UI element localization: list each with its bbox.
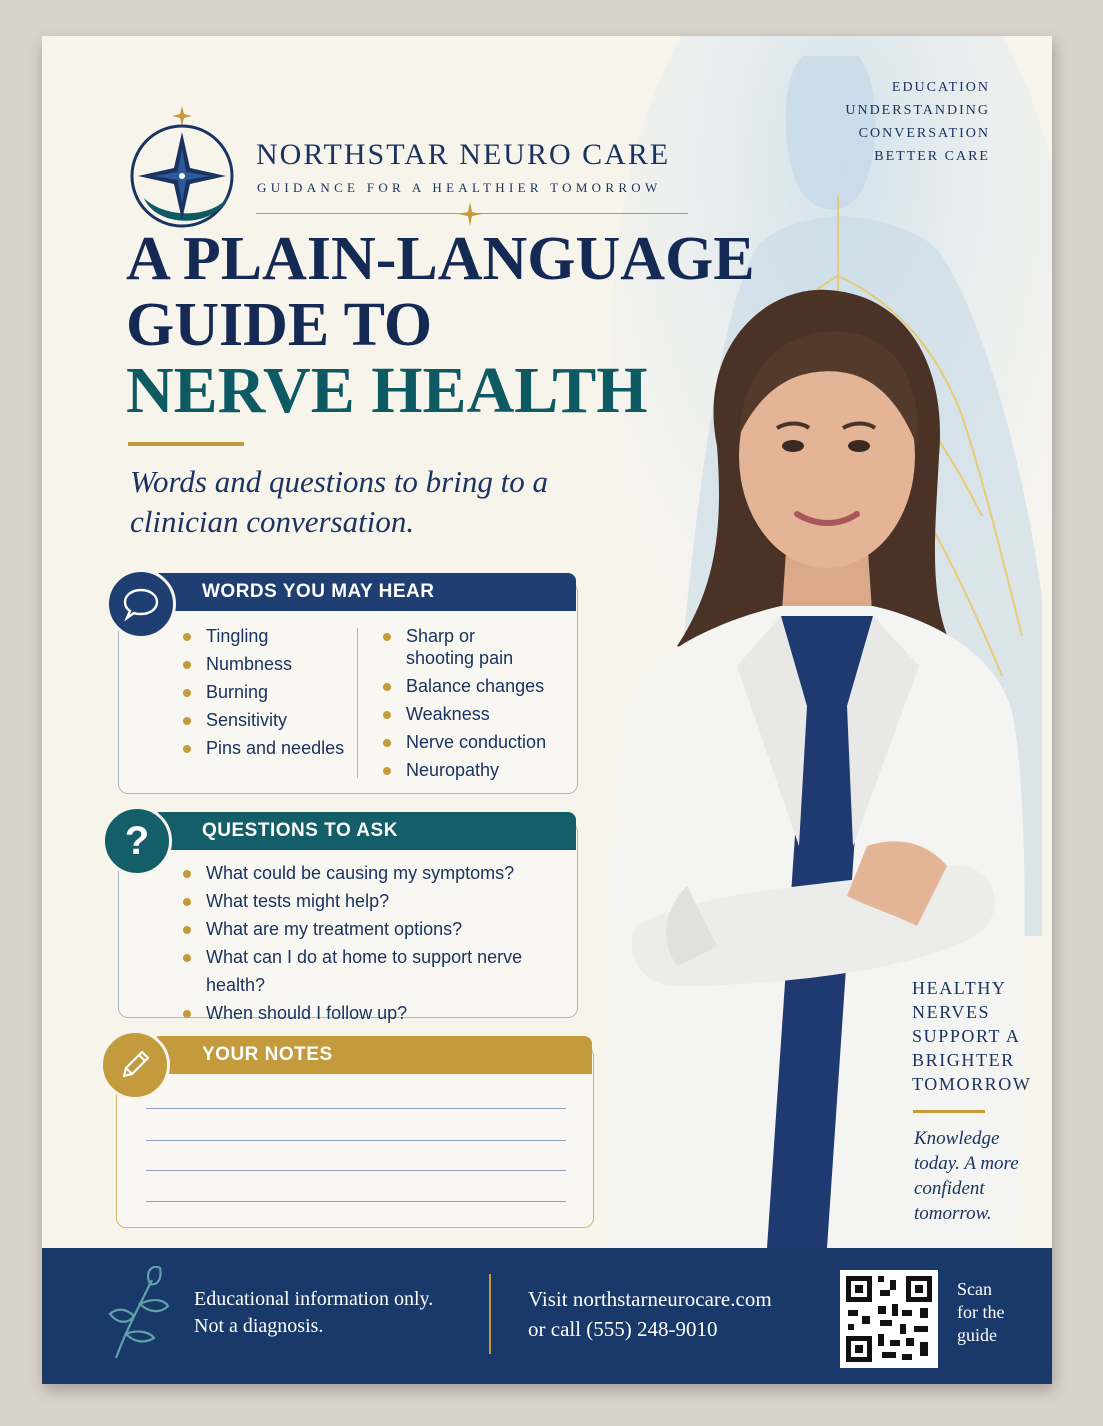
list-item: Neuropathy (382, 756, 572, 784)
words-card-header: WORDS YOU MAY HEAR (152, 573, 576, 611)
title-line-3: NERVE HEALTH (126, 354, 648, 427)
website-link[interactable]: Visit northstarneurocare.com (528, 1287, 772, 1311)
list-item: Sensitivity (182, 706, 352, 734)
words-list-right (382, 622, 572, 784)
list-item: Pins and needles (182, 734, 352, 762)
footer-divider (489, 1274, 491, 1354)
scan-line: guide (957, 1325, 997, 1345)
list-item: Nerve conduction (382, 728, 572, 756)
slogan-line: HEALTHY (912, 978, 1007, 998)
notes-line[interactable] (146, 1108, 566, 1109)
keyword: BETTER CARE (874, 149, 990, 164)
notes-card-header: YOUR NOTES (152, 1036, 592, 1074)
brand-tagline: GUIDANCE FOR A HEALTHIER TOMORROW (257, 180, 662, 195)
disclaimer-line: Not a diagnosis. (194, 1315, 324, 1337)
brand-header (126, 68, 746, 228)
list-item: When should I follow up? (182, 999, 582, 1027)
list-item: Sharp or shooting pain (382, 622, 526, 672)
disclaimer (194, 1286, 433, 1340)
clinician-portrait (567, 286, 1037, 1248)
notes-line[interactable] (146, 1170, 566, 1171)
top-keywords (845, 76, 990, 168)
title-line-2: GUIDE TO (126, 291, 433, 359)
gold-star-icon (458, 202, 482, 226)
words-column-divider (357, 628, 358, 778)
phone-number[interactable]: or call (555) 248-9010 (528, 1317, 718, 1341)
brand-name: NORTHSTAR NEURO CARE (256, 138, 671, 171)
side-divider (913, 1110, 985, 1113)
keyword: UNDERSTANDING (845, 103, 990, 118)
title-divider (128, 442, 244, 446)
slogan-line: TOMORROW (912, 1074, 1032, 1094)
notes-line[interactable] (146, 1201, 566, 1202)
list-item: Burning (182, 678, 352, 706)
list-item: Balance changes (382, 672, 572, 700)
contact-info (528, 1284, 772, 1344)
scan-line: for the (957, 1302, 1005, 1322)
pencil-icon (100, 1030, 170, 1100)
list-item: Tingling (182, 622, 352, 650)
question-mark-icon: ? (102, 806, 172, 876)
slogan-line: NERVES (912, 1002, 991, 1022)
title-line-1: A PLAIN-LANGUAGE (126, 225, 755, 293)
scan-caption (957, 1278, 1004, 1347)
words-list-left (182, 622, 352, 762)
footer-bar (42, 1248, 1052, 1384)
side-quote: Knowledge today. A more confident tomorrow. (914, 1128, 1019, 1224)
brochure-page (42, 36, 1052, 1384)
notes-line[interactable] (146, 1140, 566, 1141)
list-item: What are my treatment options? (182, 915, 582, 943)
list-item: Numbness (182, 650, 352, 678)
disclaimer-line: Educational information only. (194, 1288, 434, 1310)
side-slogan (912, 976, 1031, 1096)
list-item: What can I do at home to support nerve health? (182, 943, 582, 999)
northstar-compass-icon (126, 68, 246, 228)
questions-list (182, 859, 582, 1027)
keyword: CONVERSATION (858, 126, 990, 141)
list-item: Weakness (382, 700, 572, 728)
scan-line: Scan (957, 1279, 992, 1299)
subtitle: Words and questions to bring to a clinician conversation. (130, 464, 548, 539)
slogan-line: BRIGHTER (912, 1050, 1015, 1070)
leaf-icon (104, 1266, 174, 1362)
slogan-line: SUPPORT A (912, 1026, 1021, 1046)
list-item: What tests might help? (182, 887, 582, 915)
questions-card-header: QUESTIONS TO ASK (152, 812, 576, 850)
keyword: EDUCATION (891, 80, 990, 95)
speech-bubble-icon (106, 569, 176, 639)
list-item: What could be causing my symptoms? (182, 859, 582, 887)
qr-code-icon[interactable] (840, 1270, 938, 1368)
